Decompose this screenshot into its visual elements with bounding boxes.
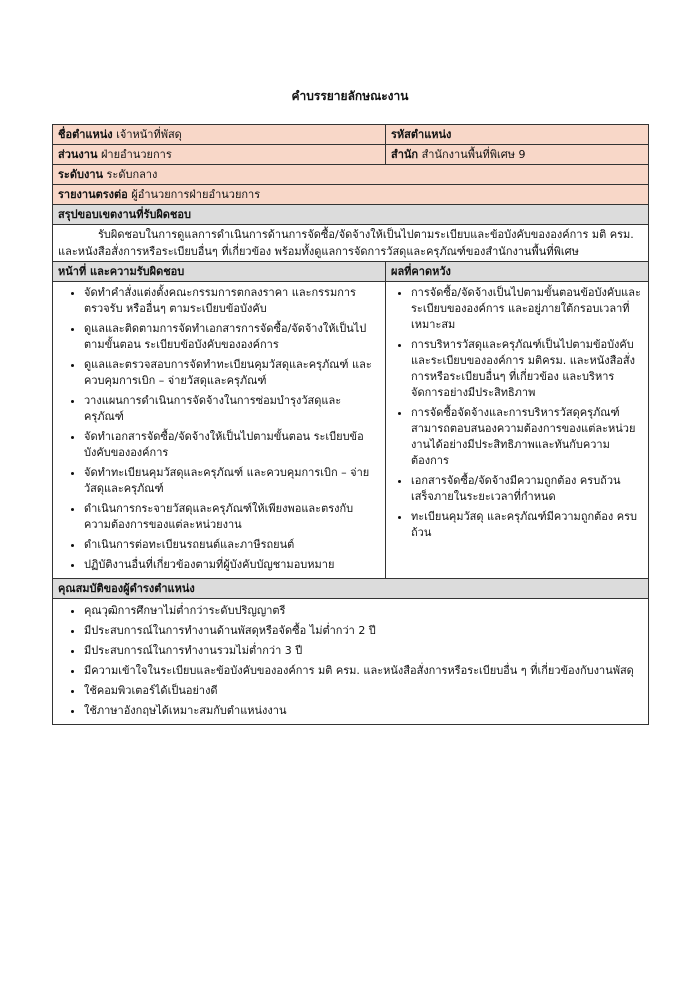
position-cell [53, 125, 386, 145]
qualification-item: • ใช้คอมพิวเตอร์ได้เป็นอย่างดี [84, 683, 643, 699]
qualifications-heading: คุณสมบัติของผู้ดำรงตำแหน่ง [53, 579, 649, 599]
position-value: เจ้าหน้าที่พัสดุ [116, 128, 182, 141]
qualification-item: • มีประสบการณ์ในการทำงานรวมไม่ต่ำกว่า 3 ปี [84, 643, 643, 659]
office-cell [386, 145, 649, 165]
outcome-item: • ทะเบียนคุมวัสดุ และครุภัณฑ์มีความถูกต้อง ครบถ้วน [411, 509, 643, 541]
document-title: คำบรรยายลักษณะงาน [291, 89, 409, 103]
qualifications-cell [53, 599, 649, 725]
duties-heading-row [53, 262, 649, 282]
level-label: ระดับงาน [58, 168, 104, 181]
outcomes-heading: ผลที่คาดหวัง [386, 262, 649, 282]
scope-text: รับผิดชอบในการดูแลการดำเนินการด้านการจัดซื้อ/จัดจ้างให้เป็นไปตามระเบียบและข้อบังคับขององค์การ มติ ครม. และหนังสือสั่งการหรือระเบียบอื่นๆ ที่เกี่ยวข้อง พร้อมทั้งดูแลการจัดการวัสดุและครุภัณฑ์ของสำนักงานพื้นที่พิเศษ [53, 225, 649, 262]
qualification-item: • มีประสบการณ์ในการทำงานด้านพัสดุหรือจัดซื้อ ไม่ต่ำกว่า 2 ปี [84, 623, 643, 639]
position-code-cell [386, 125, 649, 145]
position-code-label: รหัสตำแหน่ง [391, 128, 452, 141]
qualification-item: • มีความเข้าใจในระเบียบและข้อบังคับขององค์การ มติ ครม. และหนังสือสั่งการหรือระเบียบอื่น ๆ ที่เกี่ยวข้องกับงานพัสดุ [84, 663, 643, 679]
report-label: รายงานตรงต่อ [58, 188, 128, 201]
qualifications-heading-row [53, 579, 649, 599]
outcome-item: • เอกสารจัดซื้อ/จัดจ้างมีความถูกต้อง ครบถ้วน เสร็จภายในระยะเวลาที่กำหนด [411, 473, 643, 505]
outcome-item: • การบริหารวัสดุและครุภัณฑ์เป็นไปตามข้อบังคับและระเบียบขององค์การ มติครม. และหนังสือสั่งการหรือระเบียบอื่นๆ ที่เกี่ยวข้อง และบริหารจัดการอย่างมีประสิทธิภาพ [411, 337, 643, 401]
duties-row [53, 282, 649, 579]
scope-heading: สรุปขอบเขตงานที่รับผิดชอบ [53, 205, 649, 225]
office-value: สำนักงานพื้นที่พิเศษ 9 [421, 148, 526, 161]
duty-item: • ดูแลและติดตามการจัดทำเอกสารการจัดซื้อ/จัดจ้างให้เป็นไปตามขั้นตอน ระเบียบข้อบังคับขององค์การ [84, 321, 380, 353]
level-value: ระดับกลาง [106, 168, 158, 181]
scope-text-row [53, 225, 649, 262]
outcome-item: • การจัดซื้อ/จัดจ้างเป็นไปตามขั้นตอนข้อบังคับและระเบียบขององค์การ และอยู่ภายใต้กรอบเวลาที่เหมาะสม [411, 285, 643, 333]
duty-item: • วางแผนการดำเนินการจัดจ้างในการซ่อมบำรุงวัสดุและครุภัณฑ์ [84, 393, 380, 425]
qualification-item: • คุณวุฒิการศึกษาไม่ต่ำกว่าระดับปริญญาตรี [84, 603, 643, 619]
qualifications-row [53, 599, 649, 725]
qualifications-list [58, 603, 643, 719]
report-row [53, 185, 649, 205]
scope-heading-row [53, 205, 649, 225]
duty-item: • จัดทำทะเบียนคุมวัสดุและครุภัณฑ์ และควบคุมการเบิก – จ่ายวัสดุและครุภัณฑ์ [84, 465, 380, 497]
section-label: ส่วนงาน [58, 148, 98, 161]
position-row [53, 125, 649, 145]
duties-cell [53, 282, 386, 579]
section-value: ฝ่ายอำนวยการ [100, 148, 172, 161]
duty-item: • จัดทำคำสั่งแต่งตั้งคณะกรรมการตกลงราคา และกรรมการตรวจรับ หรืออื่นๆ ตามระเบียบข้อบังคับ [84, 285, 380, 317]
duty-item: • ดูแลและตรวจสอบการจัดทำทะเบียนคุมวัสดุและครุภัณฑ์ และควบคุมการเบิก – จ่ายวัสดุและครุภัณฑ์ [84, 357, 380, 389]
duties-heading: หน้าที่ และความรับผิดชอบ [53, 262, 386, 282]
report-cell [53, 185, 649, 205]
outcomes-cell [386, 282, 649, 579]
office-label: สำนัก [391, 148, 419, 161]
job-description-table [52, 124, 649, 725]
level-cell [53, 165, 649, 185]
qualification-item: • ใช้ภาษาอังกฤษได้เหมาะสมกับตำแหน่งงาน [84, 703, 643, 719]
report-value: ผู้อำนวยการฝ่ายอำนวยการ [131, 188, 261, 201]
duty-item: • ปฏิบัติงานอื่นที่เกี่ยวข้องตามที่ผู้บังคับบัญชามอบหมาย [84, 557, 380, 573]
position-label: ชื่อตำแหน่ง [58, 128, 113, 141]
level-row [53, 165, 649, 185]
duty-item: • จัดทำเอกสารจัดซื้อ/จัดจ้างให้เป็นไปตามขั้นตอน ระเบียบข้อบังคับขององค์การ [84, 429, 380, 461]
section-row [53, 145, 649, 165]
section-cell [53, 145, 386, 165]
duties-list [58, 285, 380, 573]
outcomes-list [391, 285, 643, 541]
duty-item: • ดำเนินการต่อทะเบียนรถยนต์และภาษีรถยนต์ [84, 537, 380, 553]
duty-item: • ดำเนินการกระจายวัสดุและครุภัณฑ์ให้เพียงพอและตรงกับความต้องการของแต่ละหน่วยงาน [84, 501, 380, 533]
outcome-item: • การจัดซื้อจัดจ้างและการบริหารวัสดุครุภัณฑ์สามารถตอบสนองความต้องการของแต่ละหน่วยงานได้อย่างมีประสิทธิภาพและทันกับความต้องการ [411, 405, 643, 469]
